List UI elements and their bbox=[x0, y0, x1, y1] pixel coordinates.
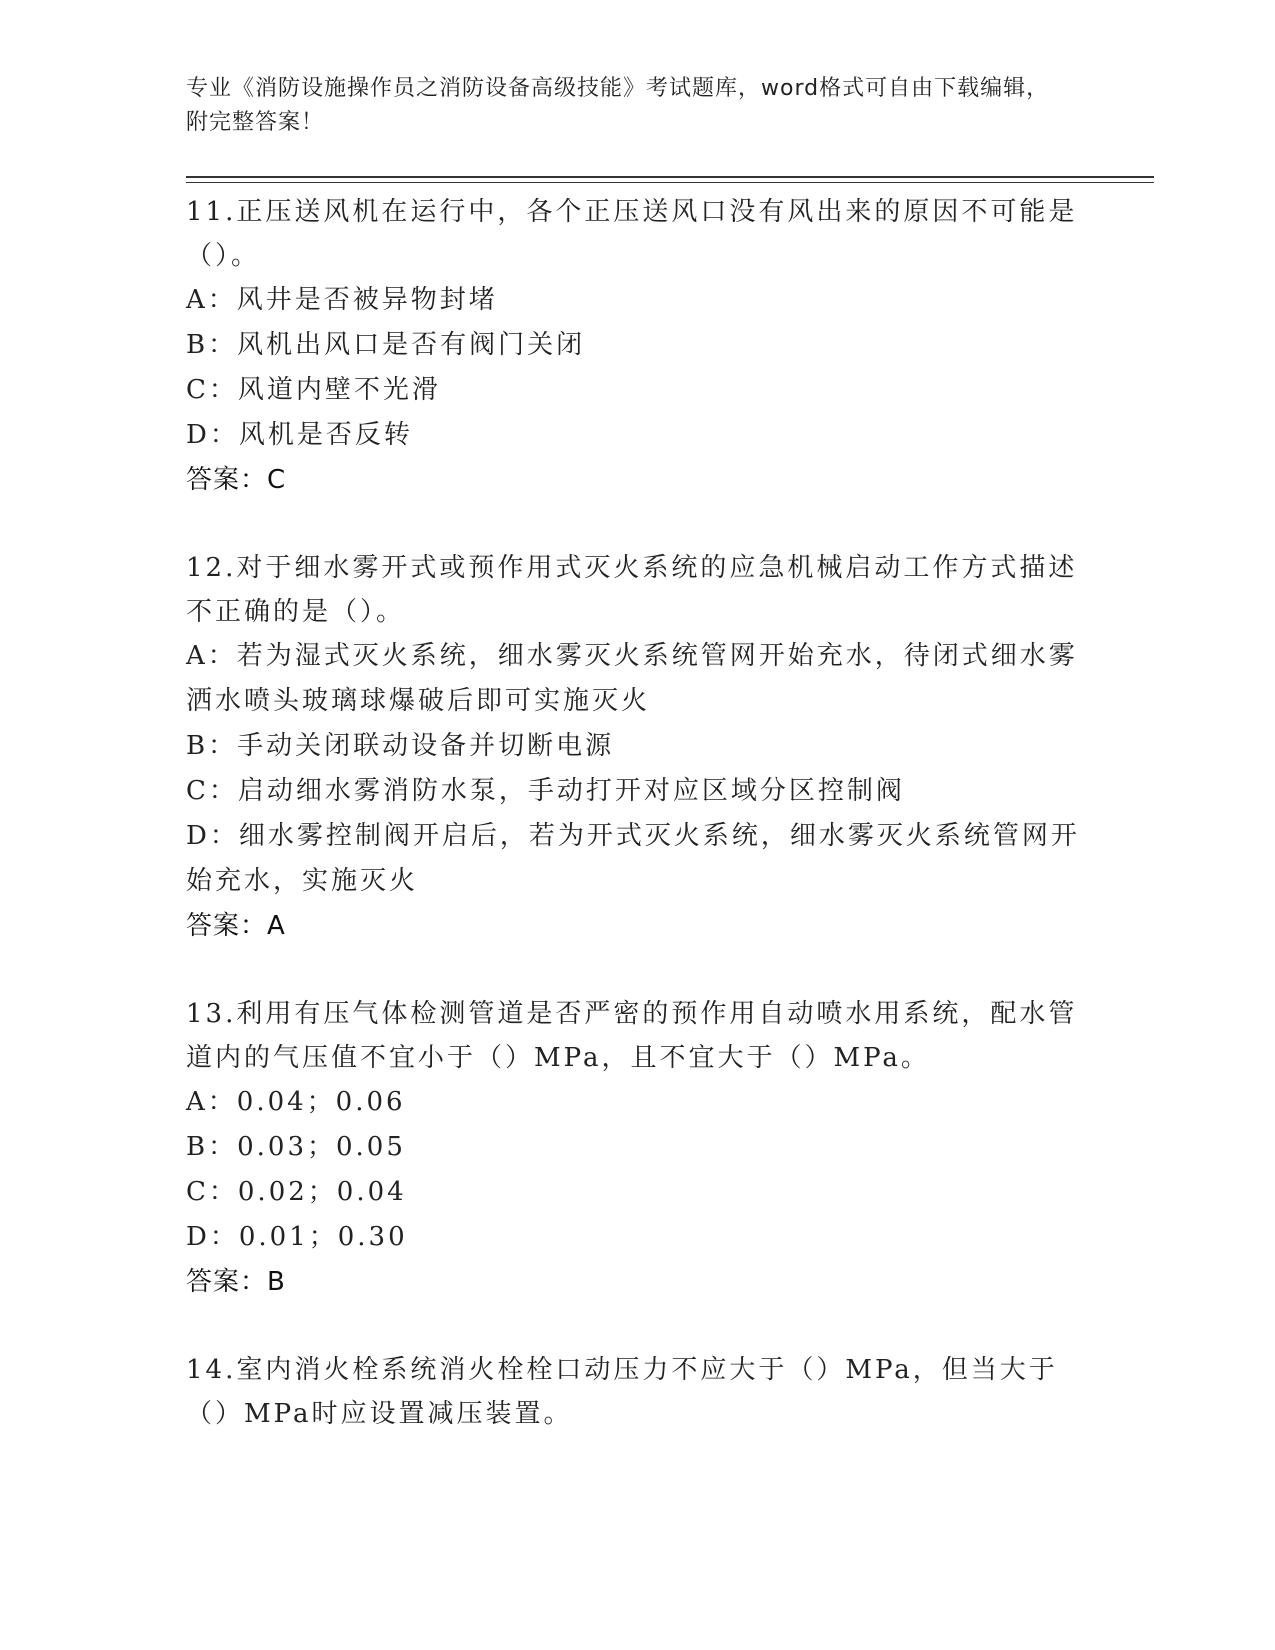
option-c: C：风道内壁不光滑 bbox=[186, 375, 441, 405]
option-b: B：风机出风口是否有阀门关闭 bbox=[186, 330, 586, 360]
answer-line: 答案：B bbox=[186, 1267, 286, 1297]
option-d: D：细水雾控制阀开启后，若为开式灭火系统，细水雾灭火系统管网开始充水，实施灭火 bbox=[186, 821, 1080, 896]
question-stem: 12.对于细水雾开式或预作用式灭火系统的应急机械启动工作方式描述不正确的是（）。 bbox=[186, 553, 1078, 627]
header-divider-thick bbox=[186, 176, 1154, 178]
header-divider-thin bbox=[186, 182, 1154, 183]
option-c: C：启动细水雾消防水泵，手动打开对应区域分区控制阀 bbox=[186, 776, 905, 806]
question-stem: 11.正压送风机在运行中，各个正压送风口没有风出来的原因不可能是（）。 bbox=[186, 197, 1078, 271]
document-header: 专业《消防设施操作员之消防设备高级技能》考试题库，word格式可自由下载编辑，附完整答案！ bbox=[186, 76, 1050, 135]
answer-line: 答案：A bbox=[186, 911, 286, 941]
option-b: B：0.03；0.05 bbox=[186, 1132, 406, 1162]
question-gap bbox=[186, 948, 1086, 992]
question-13 bbox=[186, 992, 1086, 1304]
option-a: A：若为湿式灭火系统，细水雾灭火系统管网开始充水，待闭式细水雾洒水喷头玻璃球爆破后即可实施灭火 bbox=[186, 641, 1078, 716]
question-12 bbox=[186, 546, 1086, 948]
option-d: D：0.01；0.30 bbox=[186, 1222, 408, 1252]
question-11 bbox=[186, 190, 1086, 502]
question-14 bbox=[186, 1348, 1086, 1436]
question-gap bbox=[186, 1304, 1086, 1348]
answer-line: 答案：C bbox=[186, 465, 287, 495]
question-gap bbox=[186, 502, 1086, 546]
option-a: A：风井是否被异物封堵 bbox=[186, 285, 498, 315]
option-b: B：手动关闭联动设备并切断电源 bbox=[186, 731, 615, 761]
option-c: C：0.02；0.04 bbox=[186, 1177, 407, 1207]
question-list bbox=[186, 190, 1086, 1436]
option-d: D：风机是否反转 bbox=[186, 420, 413, 450]
question-stem: 13.利用有压气体检测管道是否严密的预作用自动喷水用系统，配水管道内的气压值不宜小于（）MPa，且不宜大于（）MPa。 bbox=[186, 999, 1078, 1073]
option-a: A：0.04；0.06 bbox=[186, 1087, 406, 1117]
question-stem: 14.室内消火栓系统消火栓栓口动压力不应大于（）MPa，但当大于（）MPa时应设置减压装置。 bbox=[186, 1355, 1058, 1429]
